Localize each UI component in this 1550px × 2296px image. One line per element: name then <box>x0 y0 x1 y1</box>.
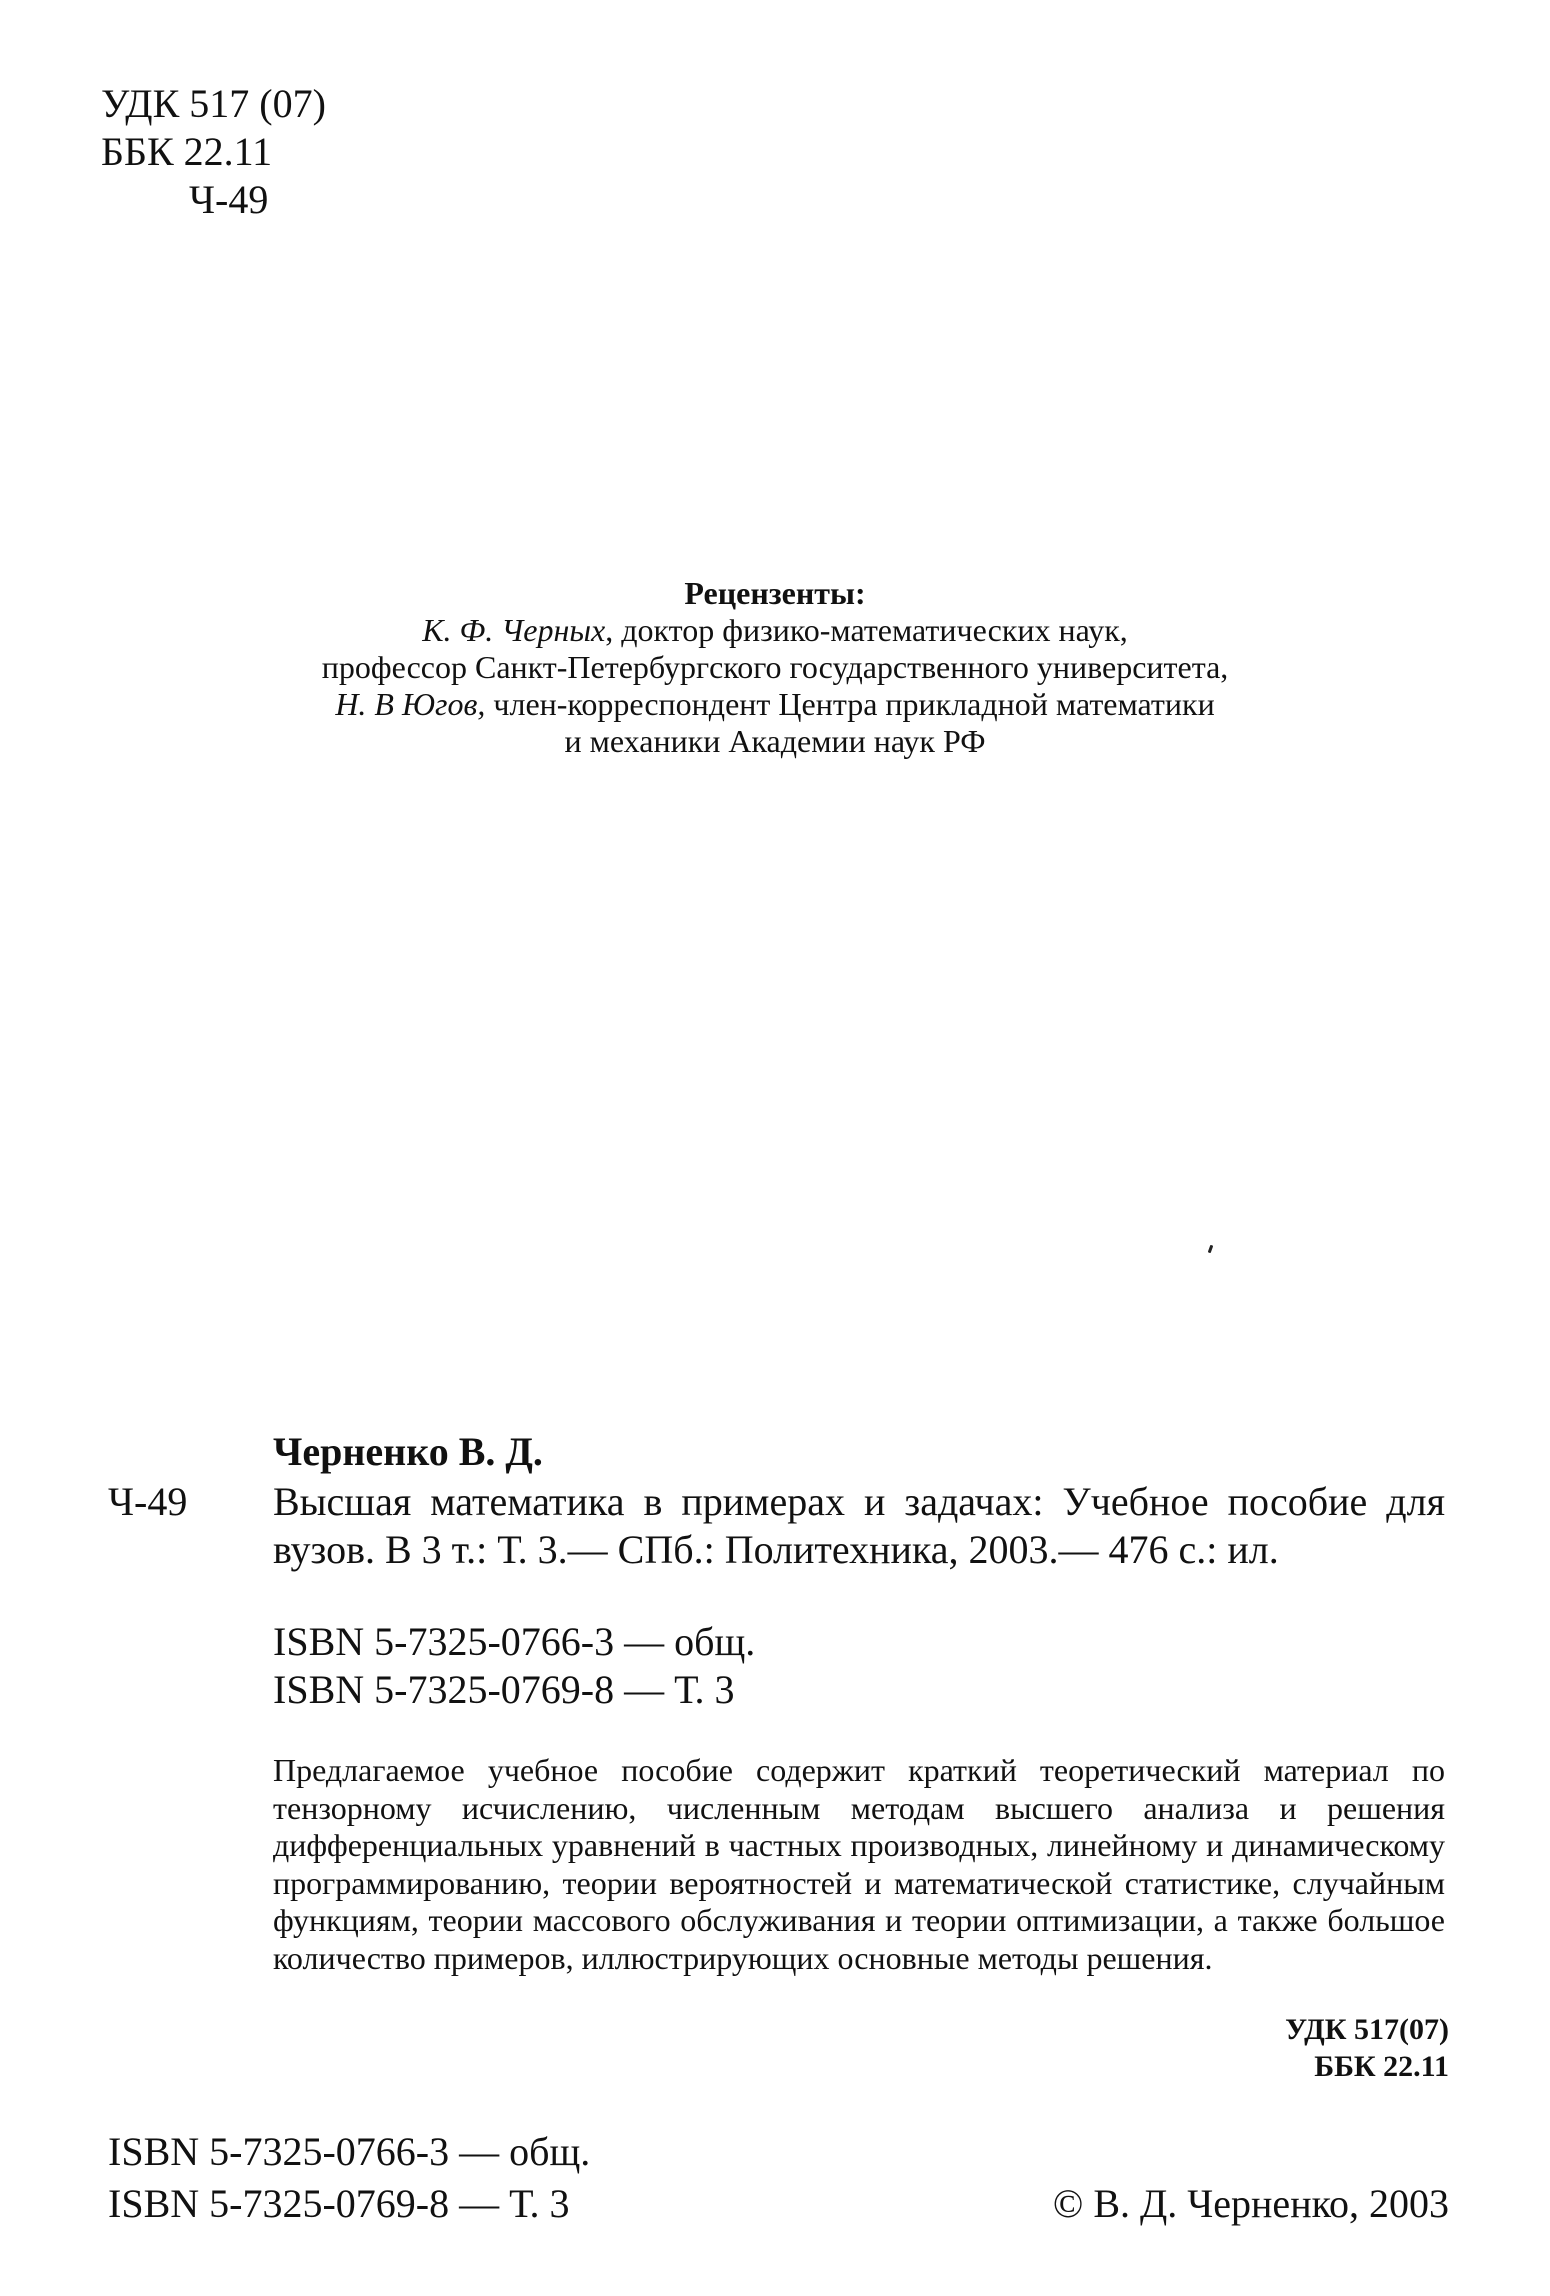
card-cipher: Ч-49 <box>108 1479 188 1524</box>
reviewer-1-title: , доктор физико-математических наук, <box>605 612 1128 648</box>
card-author: Черненко В. Д. <box>273 1429 543 1474</box>
reviewer-1-affiliation: профессор Санкт-Петербургского государственного университета, <box>321 649 1229 685</box>
reviewer-2-name: Н. В Югов, <box>335 686 486 722</box>
reviewers-heading: Рецензенты: <box>684 575 866 611</box>
udc-code: УДК 517 (07) <box>101 81 326 126</box>
card-isbn-2: ISBN 5-7325-0769-8 — Т. 3 <box>273 1667 735 1712</box>
card-annotation: Предлагаемое учебное пособие содержит краткий теоретический материал по тензорному исчислению, численным методам высшего анализа и решения дифференциальных уравнений в частных производных, линейному и динамическому программированию, теории вероятностей и математической статистике, случайным функциям, теории массового обслуживания и теории оптимизации, а также большое количество примеров, иллюстрирующих основные методы решения. <box>273 1752 1445 1976</box>
bbk-code: ББК 22.11 <box>101 129 273 174</box>
footer-isbn-1: ISBN 5-7325-0766-3 — общ. <box>108 2129 591 2174</box>
reviewer-2-title: член-корреспондент Центра прикладной математики <box>485 686 1215 722</box>
reviewer-2-affiliation: и механики Академии наук РФ <box>564 723 986 759</box>
card-isbn-1: ISBN 5-7325-0766-3 — общ. <box>273 1619 756 1664</box>
reviewer-1-name: К. Ф. Черных <box>422 612 606 648</box>
card-description: Высшая математика в примерах и задачах: Учебное пособие для вузов. В 3 т.: Т. 3.— СПб.: Политехника, 2003.— 476 с.: ил. <box>273 1479 1445 1572</box>
card-udc: УДК 517(07) <box>1285 2013 1449 2046</box>
reviewers-block <box>200 575 1350 760</box>
copyright: © В. Д. Черненко, 2003 <box>1052 2181 1449 2226</box>
reviewer-2-line <box>200 686 1350 723</box>
footer-isbn-2: ISBN 5-7325-0769-8 — Т. 3 <box>108 2181 570 2226</box>
reviewer-1-line <box>200 612 1350 649</box>
scan-speck <box>1208 1245 1214 1254</box>
author-mark: Ч-49 <box>189 177 269 222</box>
card-classification <box>1285 2011 1449 2085</box>
card-bbk: ББК 22.11 <box>1314 2050 1449 2083</box>
